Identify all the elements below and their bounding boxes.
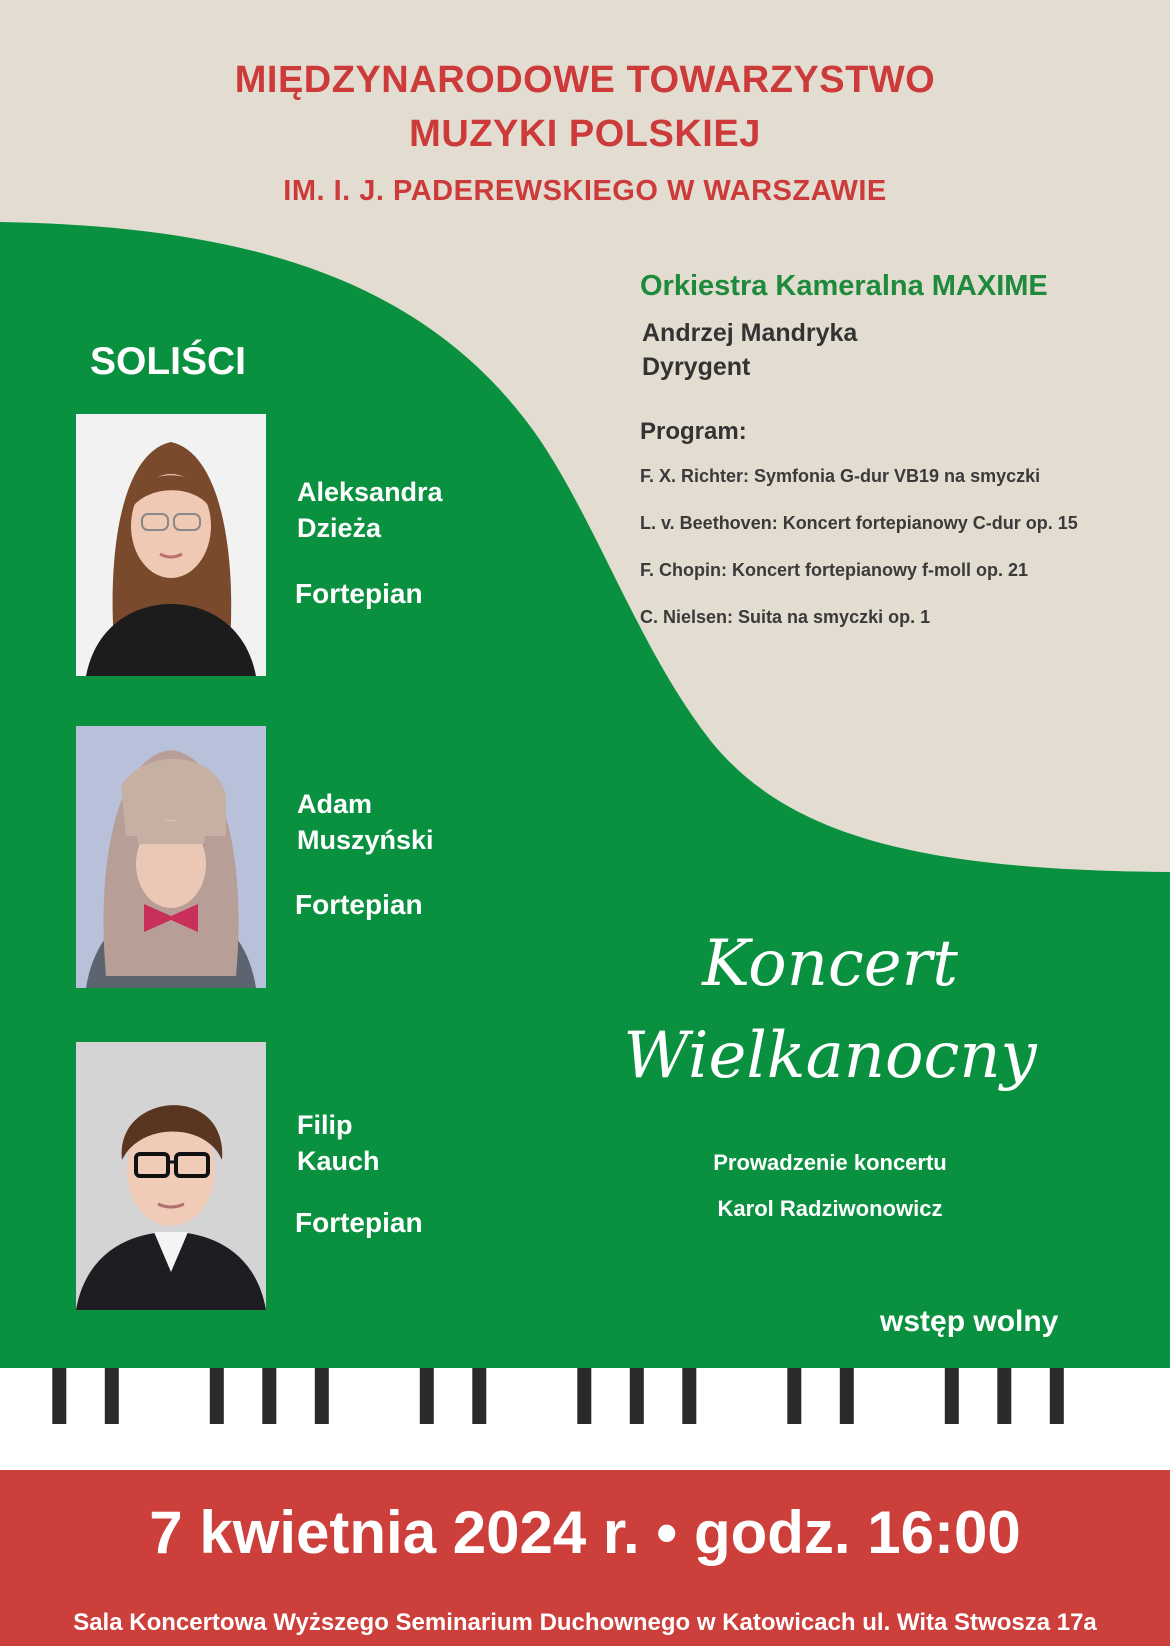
host-name: Karol Radziwonowicz — [717, 1196, 943, 1221]
soloist-instrument-aleksandra: Fortepian — [295, 578, 423, 609]
host-label: Prowadzenie koncertu — [713, 1150, 947, 1175]
piano-black-key — [420, 1368, 434, 1424]
piano-black-key — [52, 1368, 66, 1424]
soloist-name-adam: Adam Muszyński — [297, 789, 434, 855]
conductor-name: Andrzej Mandryka — [642, 319, 858, 347]
program-item: F. Chopin: Koncert fortepianowy f-moll op. 21 — [640, 560, 1029, 580]
event-venue: Sala Koncertowa Wyższego Seminarium Duchownego w Katowicach ul. Wita Stwosza 17a — [73, 1609, 1097, 1636]
piano-black-key — [472, 1368, 486, 1424]
piano-black-key — [945, 1368, 959, 1424]
piano-black-key — [577, 1368, 591, 1424]
piano-black-key — [787, 1368, 801, 1424]
program-item: F. X. Richter: Symfonia G-dur VB19 na smyczki — [640, 466, 1041, 486]
concert-title-line1: Koncert — [702, 927, 958, 1001]
concert-title — [620, 918, 1040, 1102]
soloist-name-aleksandra: Aleksandra Dzieża — [297, 477, 443, 543]
program-item: C. Nielsen: Suita na smyczki op. 1 — [640, 607, 931, 627]
organization-subtitle: IM. I. J. PADEREWSKIEGO W WARSZAWIE — [283, 175, 887, 207]
piano-black-key — [315, 1368, 329, 1424]
conductor-role: Dyrygent — [642, 353, 751, 381]
free-entry-note: wstęp wolny — [880, 1305, 1059, 1338]
piano-black-key — [105, 1368, 119, 1424]
soloist-photo-filip — [76, 1042, 266, 1310]
soloist-photo-adam — [76, 726, 266, 988]
program-list — [640, 464, 1078, 652]
piano-black-key — [262, 1368, 276, 1424]
soloist-instrument-adam: Fortepian — [295, 889, 423, 920]
event-date-time: 7 kwietnia 2024 r. • godz. 16:00 — [149, 1499, 1021, 1566]
piano-black-key — [210, 1368, 224, 1424]
concert-title-line2: Wielkanocny — [623, 1019, 1037, 1093]
piano-black-key — [630, 1368, 644, 1424]
organization-title-line2: MUZYKI POLSKIEJ — [409, 113, 761, 155]
piano-black-key — [997, 1368, 1011, 1424]
organization-title-line1: MIĘDZYNARODOWE TOWARZYSTWO — [234, 59, 936, 101]
program-item: L. v. Beethoven: Koncert fortepianowy C-dur op. 15 — [640, 513, 1078, 533]
piano-black-key — [682, 1368, 696, 1424]
program-label: Program: — [640, 418, 747, 445]
conductor-block — [642, 316, 857, 384]
orchestra-name: Orkiestra Kameralna MAXIME — [640, 270, 1048, 302]
soloist-name-filip: Filip Kauch — [297, 1110, 380, 1176]
soloist-photo-aleksandra — [76, 414, 266, 676]
soloists-heading: SOLIŚCI — [90, 340, 247, 383]
piano-black-key — [1050, 1368, 1064, 1424]
piano-black-key — [840, 1368, 854, 1424]
soloist-instrument-filip: Fortepian — [295, 1207, 423, 1238]
